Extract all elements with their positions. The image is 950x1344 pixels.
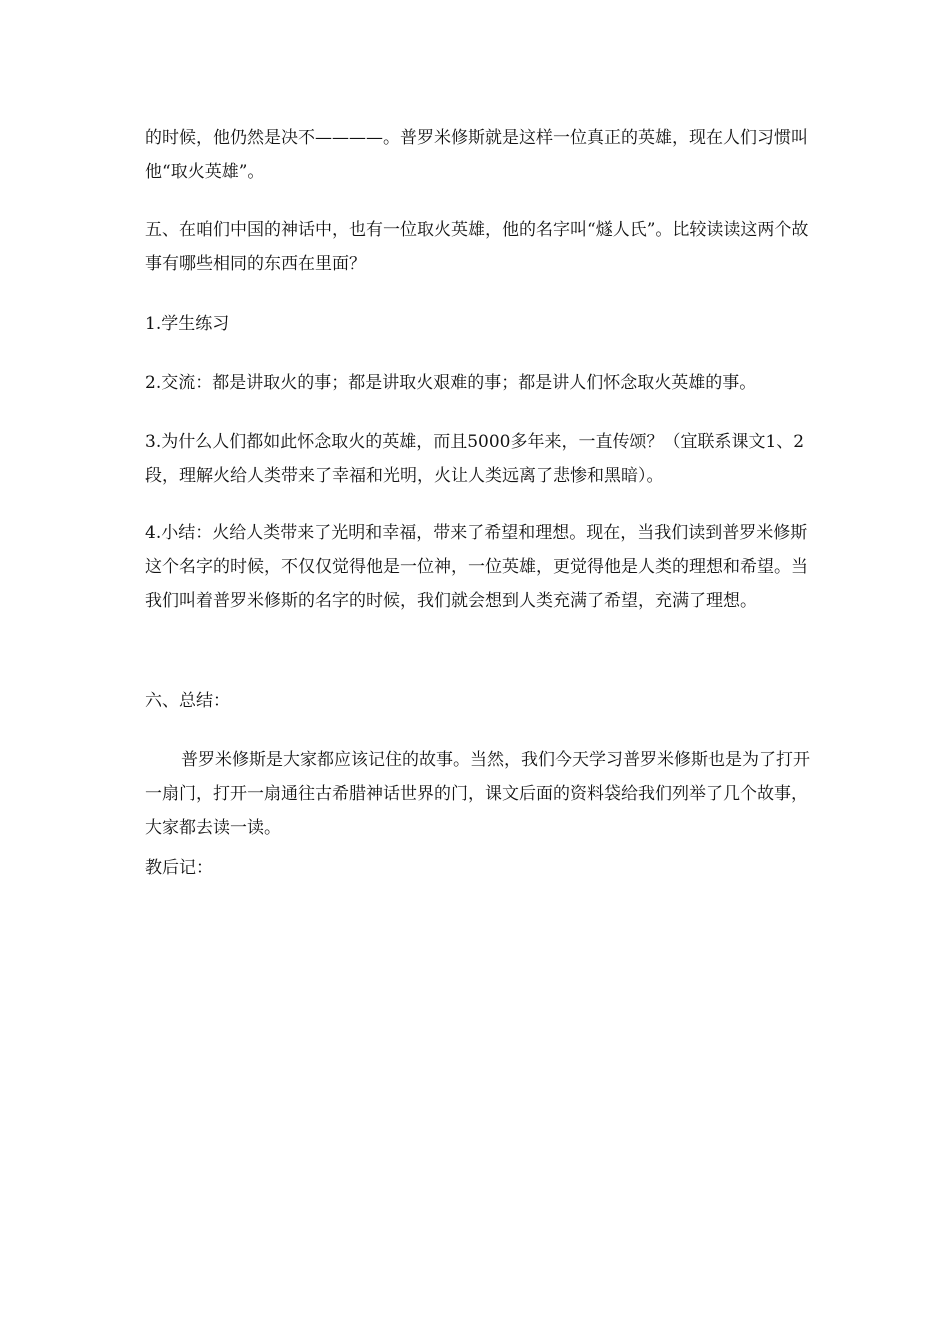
paragraph-prometheus-hero: 的时候，他仍然是决不————。普罗米修斯就是这样一位真正的英雄，现在人们习惯叫他“取火英雄”。 (145, 128, 808, 182)
paragraph-exchange: 2.交流：都是讲取火的事；都是讲取火艰难的事；都是讲人们怀念取火英雄的事。 (145, 373, 757, 393)
paragraph-summary-small: 4.小结：火给人类带来了光明和幸福，带来了希望和理想。现在，当我们读到普罗米修斯这个名字的时候，不仅仅觉得他是一位神，一位英雄，更觉得他是人类的理想和希望。当我们叫着普罗米修斯的名字的时候，我们就会想到人类充满了希望，充满了理想。 (145, 523, 808, 611)
heading-section-six: 六、总结： (145, 691, 230, 711)
paragraph-conclusion: 普罗米修斯是大家都应该记住的故事。当然，我们今天学习普罗米修斯也是为了打开一扇门，打开一扇通往古希腊神话世界的门，课文后面的资料袋给我们列举了几个故事，大家都去读一读。 (145, 750, 810, 838)
paragraph-why-remember: 3.为什么人们都如此怀念取火的英雄，而且5000多年来，一直传颂？（宜联系课文1、2段，理解火给人类带来了幸福和光明，火让人类远离了悲惨和黑暗）。 (145, 432, 805, 486)
heading-teaching-notes: 教后记： (145, 858, 213, 878)
paragraph-section-five: 五、在咱们中国的神话中，也有一位取火英雄，他的名字叫“燧人氏”。比较读读这两个故事有哪些相同的东西在里面？ (145, 220, 809, 274)
paragraph-student-practice: 1.学生练习 (145, 314, 230, 334)
